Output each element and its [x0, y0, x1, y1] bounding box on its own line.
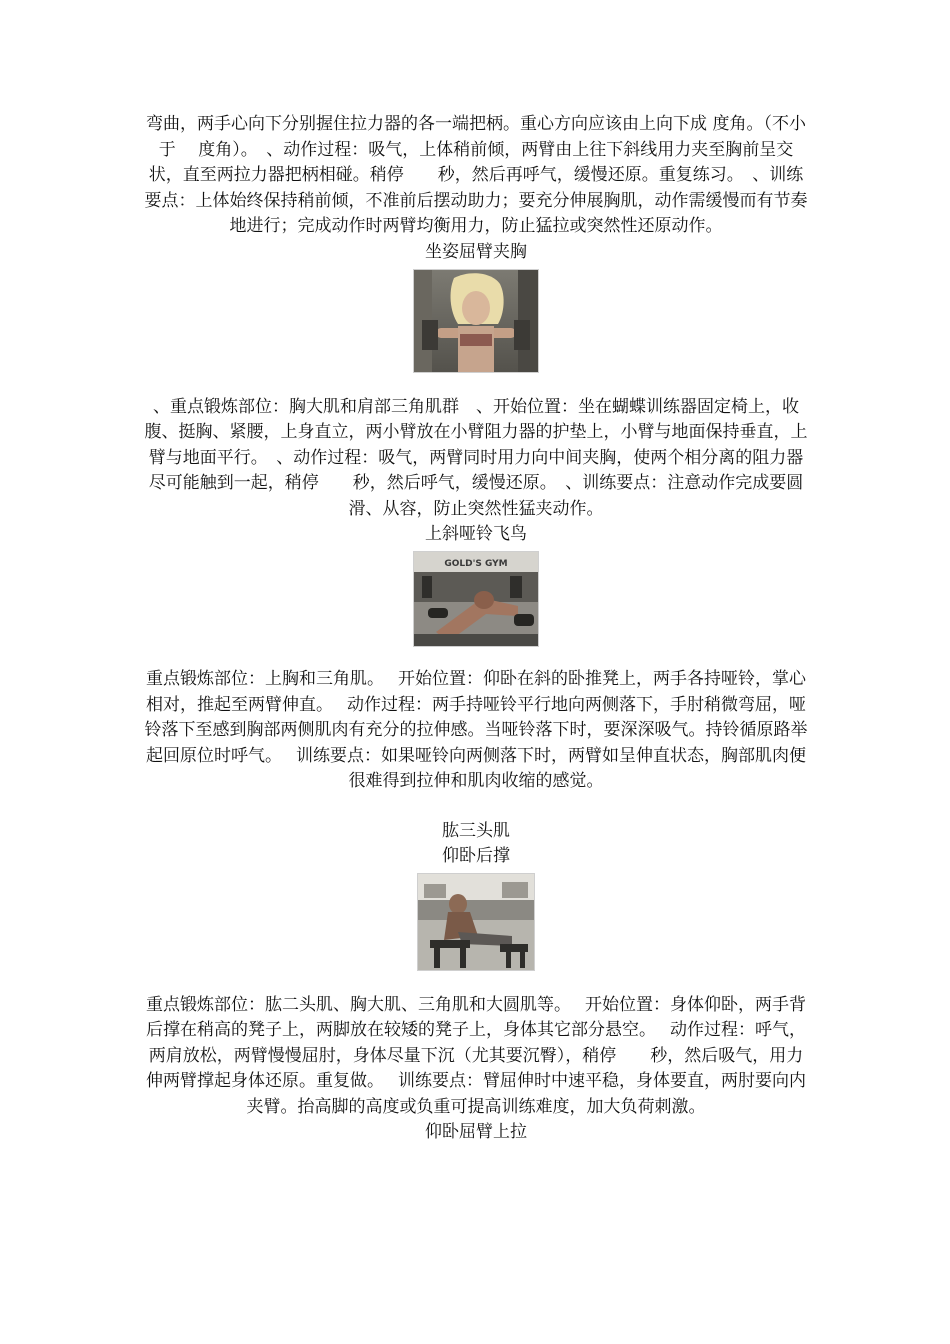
paragraph-seated-arm-fly: 、重点锻炼部位：胸大肌和肩部三角肌群 、开始位置：坐在蝴蝶训练器固定椅上，收腹、挺胸、紧腰，上身直立，两小臂放在小臂阻力器的护垫上，小臂与地面保持垂直，上臂与地面平行。 、动作过程：吸气，两臂同时用力向中间夹胸，使两个相分离的阻力器尽可能触到一起，稍停 秒，然后呼气，缓慢还原。 、训练要点：注意动作完成要圆滑、从容，防止突然性猛夹动作。 [144, 396, 808, 519]
photo-bench-dip [417, 873, 535, 971]
heading-bench-dip: 仰卧后撑 [442, 845, 510, 866]
paragraph-cable-crossover: 弯曲，两手心向下分别握住拉力器的各一端把柄。重心方向应该由上向下成 度角。（不小于 度角）。 、动作过程：吸气，上体稍前倾，两臂由上往下斜线用力夹至胸前呈交 状，直至两拉力器把柄相碰。稍停 秒，然后再呼气，缓慢还原。重复练习。 、训练要点：上体始终保持稍前倾，不准前后摆动助力；要充分伸展胸肌，动作需缓慢而有节奏地进行；完成动作时两臂均衡用力，防止猛拉或突然性还原动作。 [144, 114, 816, 236]
heading-lying-pullover: 仰卧屈臂上拉 [425, 1122, 527, 1142]
heading-seated-arm-fly: 坐姿屈臂夹胸 [425, 241, 527, 262]
document-page [140, 112, 816, 1145]
photo-incline-dumbbell-fly [413, 551, 539, 647]
photo-seated-arm-fly [413, 269, 539, 373]
paragraph-incline-dumbbell-fly: 重点锻炼部位：上胸和三角肌。 开始位置：仰卧在斜的卧推凳上，两手各持哑铃，掌心相对，推起至两臂伸直。 动作过程：两手持哑铃平行地向两侧落下，手肘稍微弯屈，哑铃落下至感到胸部两侧肌肉有充分的拉伸感。当哑铃落下时，要深深吸气。持铃循原路举起回原位时呼气。 训练要点：如果哑铃向两侧落下时，两臂如呈伸直状态，胸部肌肉便很难得到拉伸和肌肉收缩的感觉。 [144, 669, 808, 791]
heading-incline-dumbbell-fly: 上斜哑铃飞鸟 [425, 524, 527, 544]
gym-sign-text: GOLD'S GYM [444, 559, 508, 569]
heading-triceps: 肱三头肌 [442, 820, 510, 841]
paragraph-bench-dip: 重点锻炼部位：肱二头肌、胸大肌、三角肌和大圆肌等。 开始位置：身体仰卧，两手背后撑在稍高的凳子上，两脚放在较矮的凳子上，身体其它部分悬空。 动作过程：呼气，两肩放松，两臂慢慢屈肘，身体尽量下沉（尤其要沉臀），稍停 秒，然后吸气，用力伸两臂撑起身体还原。重复做。 训练要点：臂屈伸时中速平稳，身体要直，两肘要向内夹臂。抬高脚的高度或负重可提高训练难度，加大负荷刺激。 [146, 994, 806, 1117]
